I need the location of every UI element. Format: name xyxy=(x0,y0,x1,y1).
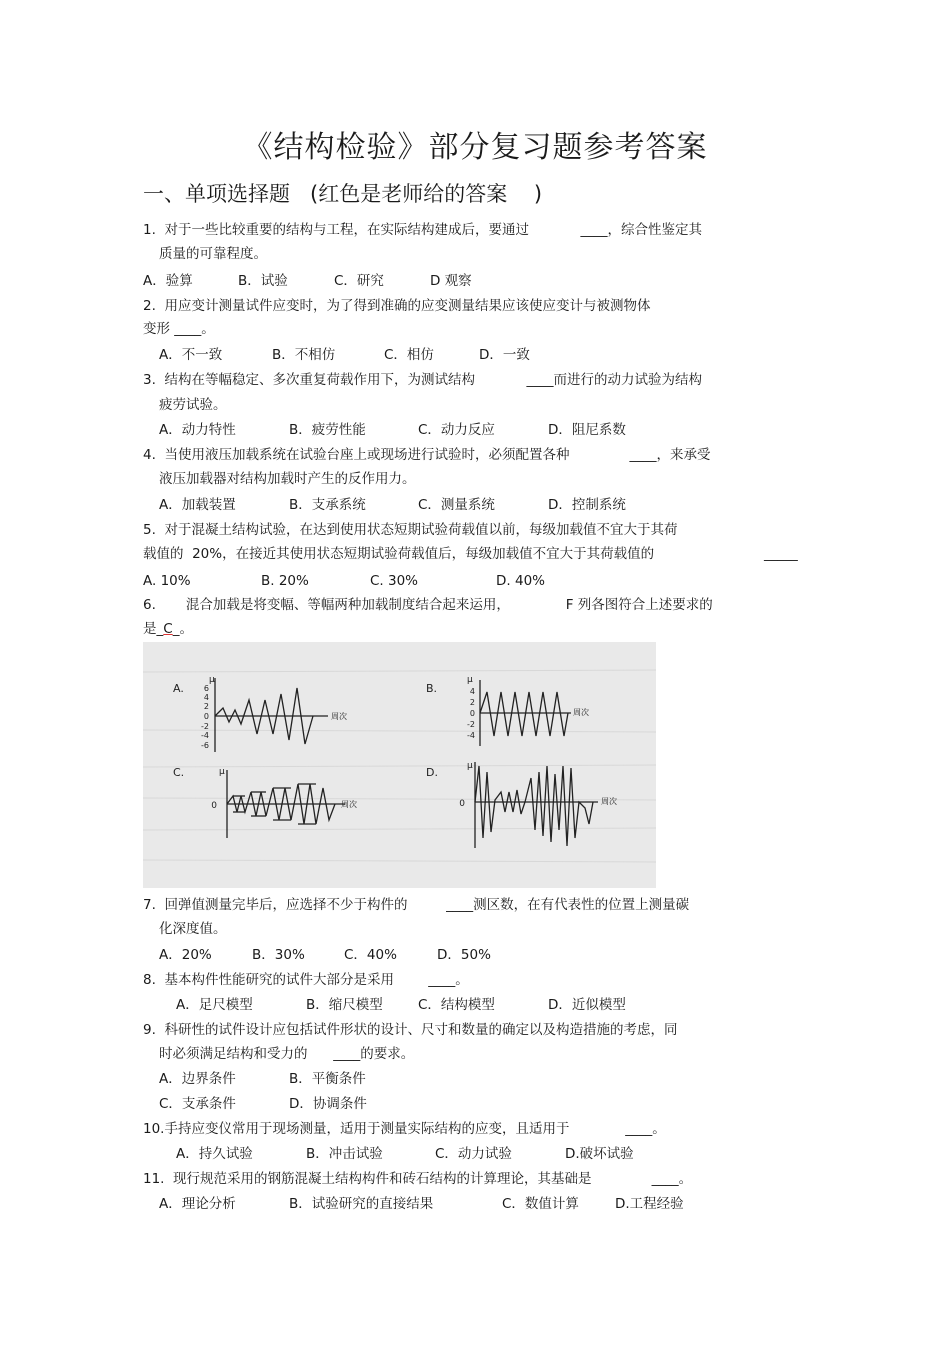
tick: 4 xyxy=(203,693,209,702)
tick: 2 xyxy=(469,698,475,707)
question-7-text: 7. 回弹值测量完毕后，应选择不少于构件的 ____测区数，在有代表性的位置上测量碳 xyxy=(143,897,690,913)
question-5-text: 5. 对于混凝土结构试验，在达到使用状态短期试验荷载值以前，每级加载值不宜大于其荷 xyxy=(143,522,678,538)
tick: -2 xyxy=(201,722,209,731)
panel-a-label: A. xyxy=(173,682,184,695)
panel-c xyxy=(173,766,357,838)
question-8-text: 8. 基本构件性能研究的试件大部分是采用 ____。 xyxy=(143,972,469,988)
tick: -4 xyxy=(201,731,209,740)
answer-value: C xyxy=(163,621,173,637)
option-a: A．足尺模型 xyxy=(176,997,253,1013)
tick: -4 xyxy=(467,731,475,740)
question-1-text-cont: 质量的可靠程度。 xyxy=(159,246,267,262)
loading-scheme-figure xyxy=(143,642,656,888)
option-a: A．加载装置 xyxy=(159,497,236,513)
option-b: B．试验 xyxy=(238,273,288,289)
option-b: B．支承系统 xyxy=(289,497,366,513)
tick: -2 xyxy=(467,720,475,729)
question-3-text: 3. 结构在等幅稳定、多次重复荷载作用下，为测试结构 ____而进行的动力试验为结构 xyxy=(143,372,702,388)
option-c: C．研究 xyxy=(334,273,384,289)
option-c: C．支承条件 xyxy=(159,1096,236,1112)
option-c: C．动力试验 xyxy=(435,1146,512,1162)
question-3-text-cont: 疲劳试验。 xyxy=(159,397,227,413)
tick: 0 xyxy=(203,712,209,721)
question-4-text: 4. 当使用液压加载系统在试验台座上或现场进行试验时，必须配置各种 ____，来承受 xyxy=(143,447,711,463)
option-b: B．不相仿 xyxy=(272,347,336,363)
question-6-text-cont xyxy=(143,620,193,638)
question-5-blank: _____ xyxy=(764,546,798,562)
panel-c-mu: μ xyxy=(219,767,225,777)
question-10-text: 10.手持应变仪常用于现场测量，适用于测量实际结构的应变，且适用于 ____。 xyxy=(143,1121,666,1137)
option-d: D．协调条件 xyxy=(289,1096,367,1112)
option-a: A．验算 xyxy=(143,273,193,289)
option-c: C．相仿 xyxy=(384,347,434,363)
waveform xyxy=(480,692,568,736)
question-2-text: 2. 用应变计测量试件应变时，为了得到准确的应变测量结果应该使应变计与被测物体 xyxy=(143,298,651,314)
option-d: D．阻尼系数 xyxy=(548,422,626,438)
option-a: A．20% xyxy=(159,947,212,963)
option-c: C．动力反应 xyxy=(418,422,495,438)
panel-b xyxy=(426,675,589,746)
option-d: D 观察 xyxy=(430,273,472,289)
option-b: B．冲击试验 xyxy=(306,1146,383,1162)
answer-suffix: _。 xyxy=(172,621,193,637)
option-c: C．40% xyxy=(344,947,397,963)
option-b: B．试验研究的直接结果 xyxy=(289,1196,434,1212)
question-6-text: 6. 混合加载是将变幅、等幅两种加载制度结合起来运用， F 列各图符合上述要求的 xyxy=(143,597,713,613)
option-b: B．疲劳性能 xyxy=(289,422,366,438)
tick: 6 xyxy=(203,684,209,693)
option-a: A．理论分析 xyxy=(159,1196,236,1212)
option-b: B．30% xyxy=(252,947,305,963)
question-1-text: 1. 对于一些比较重要的结构与工程，在实际结构建成后，要通过 ____，综合性鉴定其 xyxy=(143,222,702,238)
option-a: A. 10% xyxy=(143,573,191,589)
panel-c-zero: 0 xyxy=(211,801,217,811)
scan-noise xyxy=(143,670,656,862)
panel-a-axis-label: 周次 xyxy=(331,712,347,721)
option-d: D．近似模型 xyxy=(548,997,626,1013)
question-5-text-cont: 载值的 20%，在接近其使用状态短期试验荷载值后，每级加载值不宜大于其荷载值的 xyxy=(143,546,655,562)
option-d: D. 40% xyxy=(496,573,545,589)
option-a: A．持久试验 xyxy=(176,1146,253,1162)
option-d: D.破坏试验 xyxy=(565,1146,634,1162)
option-b: B. 20% xyxy=(261,573,309,589)
question-4-text-cont: 液压加载器对结构加载时产生的反作用力。 xyxy=(159,471,416,487)
panel-d-zero: 0 xyxy=(459,799,465,809)
option-d: D．控制系统 xyxy=(548,497,626,513)
question-2-text-cont: 变形 ____。 xyxy=(143,321,215,337)
panel-b-label: B. xyxy=(426,682,438,695)
panel-a xyxy=(173,675,347,752)
panel-b-axis-label: 周次 xyxy=(573,708,589,717)
panel-d-mu: μ xyxy=(467,761,473,771)
figure-svg xyxy=(143,642,656,888)
option-c: C．结构模型 xyxy=(418,997,495,1013)
option-d: D．50% xyxy=(437,947,491,963)
panel-c-axis-label: 周次 xyxy=(341,800,357,809)
option-d: D.工程经验 xyxy=(615,1196,684,1212)
panel-b-ticks xyxy=(467,687,475,740)
question-7-text-cont: 化深度值。 xyxy=(159,921,227,937)
answer-prefix: 是_ xyxy=(143,621,164,637)
tick: 0 xyxy=(469,709,475,718)
page-title: 《结构检验》部分复习题参考答案 xyxy=(242,130,708,165)
option-b: B．缩尺模型 xyxy=(306,997,383,1013)
panel-a-mu: μ xyxy=(209,675,215,685)
option-b: B．平衡条件 xyxy=(289,1071,366,1087)
tick: 2 xyxy=(203,702,209,711)
tick: 4 xyxy=(469,687,475,696)
panel-a-ticks xyxy=(201,684,209,750)
option-a: A．边界条件 xyxy=(159,1071,236,1087)
question-9-text-cont: 时必须满足结构和受力的 ____的要求。 xyxy=(159,1046,415,1062)
option-a: A．动力特性 xyxy=(159,422,236,438)
option-d: D．一致 xyxy=(479,347,530,363)
waveform xyxy=(475,766,593,846)
panel-d-axis-label: 周次 xyxy=(601,797,617,806)
option-c: C．测量系统 xyxy=(418,497,495,513)
panel-c-label: C. xyxy=(173,766,185,779)
option-c: C. 30% xyxy=(370,573,419,589)
section-heading: 一、单项选择题 (红色是老师给的答案 ) xyxy=(143,182,543,206)
option-c: C．数值计算 xyxy=(502,1196,579,1212)
question-11-text: 11. 现行规范采用的钢筋混凝土结构构件和砖石结构的计算理论，其基础是 ____。 xyxy=(143,1171,693,1187)
question-9-text: 9. 科研性的试件设计应包括试件形状的设计、尺寸和数量的确定以及构造措施的考虑，同 xyxy=(143,1022,678,1038)
panel-d xyxy=(426,761,617,848)
tick: -6 xyxy=(201,741,209,750)
option-a: A．不一致 xyxy=(159,347,223,363)
panel-b-mu: μ xyxy=(467,675,473,685)
panel-d-label: D. xyxy=(426,766,438,779)
